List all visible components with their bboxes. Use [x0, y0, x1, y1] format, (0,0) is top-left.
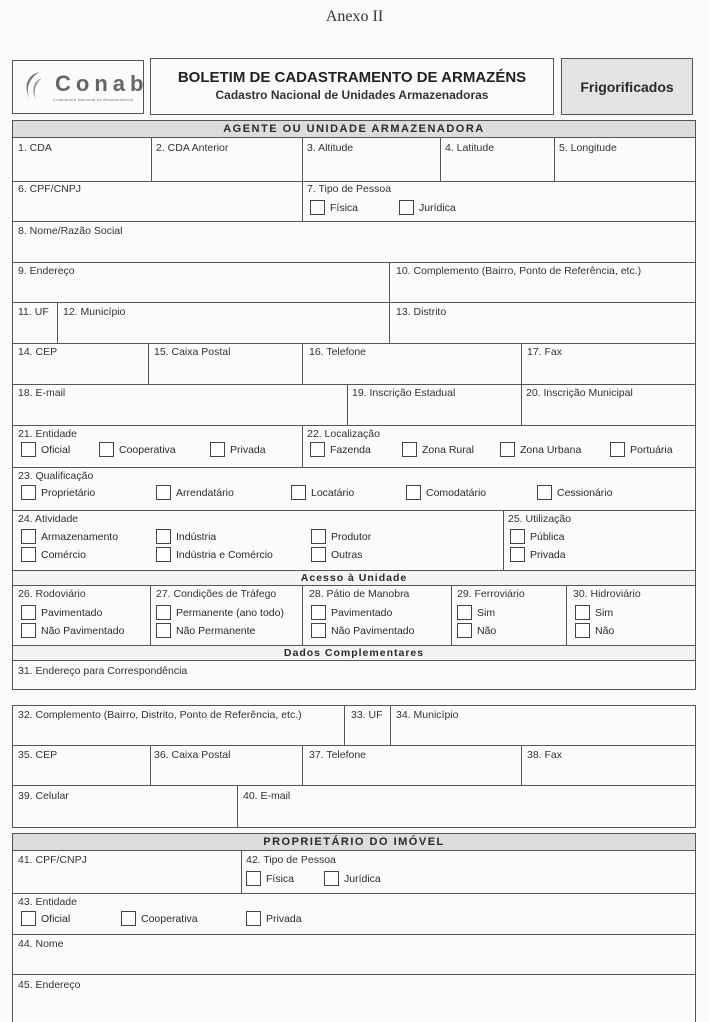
field-label: 4. Latitude	[445, 142, 495, 154]
checkbox-outras[interactable]: Outras	[311, 547, 363, 562]
logo-word: Conab	[55, 71, 149, 96]
field-label: 40. E-mail	[243, 790, 291, 802]
band-dados: Dados Complementares	[13, 645, 695, 661]
checkbox-nao-permanente[interactable]: Não Permanente	[156, 623, 255, 638]
checkbox-owner-oficial[interactable]: Oficial	[21, 911, 70, 926]
section-owner	[12, 833, 696, 1022]
field-label: 13. Distrito	[396, 306, 447, 318]
field-label: 22. Localização	[307, 428, 380, 440]
checkbox-patio-pav[interactable]: Pavimentado	[311, 605, 392, 620]
field-label: 25. Utilização	[508, 513, 572, 525]
checkbox-hidro-nao[interactable]: Não	[575, 623, 614, 638]
field-label: 32. Complemento (Bairro, Distrito, Ponto de Referência, etc.)	[18, 709, 302, 721]
checkbox-ferro-sim[interactable]: Sim	[457, 605, 495, 620]
checkbox-fisica[interactable]: Física	[310, 200, 358, 215]
checkbox-ferro-nao[interactable]: Não	[457, 623, 496, 638]
checkbox-comercio[interactable]: Comércio	[21, 547, 86, 562]
checkbox-juridica[interactable]: Jurídica	[399, 200, 456, 215]
checkbox-cooperativa[interactable]: Cooperativa	[99, 442, 176, 457]
field-label: 27. Condições de Tráfego	[156, 588, 277, 600]
field-label: 30. Hidroviário	[573, 588, 641, 600]
category-box: Frigorificados	[561, 58, 693, 115]
checkbox-zona-rural[interactable]: Zona Rural	[402, 442, 474, 457]
field-label: 6. CPF/CNPJ	[18, 183, 82, 195]
field-label: 31. Endereço para Correspondência	[18, 665, 188, 677]
section-header: AGENTE OU UNIDADE ARMAZENADORA	[13, 121, 695, 138]
checkbox-industria-comercio[interactable]: Indústria e Comércio	[156, 547, 273, 562]
conab-logo-icon	[21, 69, 47, 103]
checkbox-produtor[interactable]: Produtor	[311, 529, 371, 544]
checkbox-publica[interactable]: Pública	[510, 529, 564, 544]
conab-logo	[12, 60, 149, 114]
field-label: 33. UF	[351, 709, 383, 721]
field-label: 29. Ferroviário	[457, 588, 525, 600]
field-label: 36. Caixa Postal	[154, 749, 231, 761]
form-title-box	[150, 58, 554, 115]
field-label: 26. Rodoviário	[18, 588, 86, 600]
logo-subtitle: Companhia Nacional de Abastecimento	[53, 97, 134, 102]
field-label: 44. Nome	[18, 938, 64, 950]
field-label: 43. Entidade	[18, 896, 77, 908]
field-label: 15. Caixa Postal	[154, 346, 231, 358]
checkbox-zona-urbana[interactable]: Zona Urbana	[500, 442, 581, 457]
field-label: 5. Longitude	[559, 142, 617, 154]
checkbox-owner-cooperativa[interactable]: Cooperativa	[121, 911, 198, 926]
checkbox-owner-juridica[interactable]: Jurídica	[324, 871, 381, 886]
field-label: 17. Fax	[527, 346, 563, 358]
checkbox-cessionario[interactable]: Cessionário	[537, 485, 612, 500]
annex-title: Anexo II	[325, 8, 384, 25]
checkbox-patio-nao-pav[interactable]: Não Pavimentado	[311, 623, 414, 638]
checkbox-portuaria[interactable]: Portuária	[610, 442, 673, 457]
checkbox-oficial[interactable]: Oficial	[21, 442, 70, 457]
band-acesso: Acesso à Unidade	[13, 570, 695, 586]
field-label: 34. Município	[396, 709, 459, 721]
section-header: PROPRIETÁRIO DO IMÓVEL	[13, 834, 695, 851]
form-title: BOLETIM DE CADASTRAMENTO DE ARMAZÉNS	[177, 69, 527, 86]
field-label: 16. Telefone	[309, 346, 367, 358]
checkbox-proprietario[interactable]: Proprietário	[21, 485, 95, 500]
section-agent	[12, 120, 696, 690]
field-label: 10. Complemento (Bairro, Ponto de Referência, etc.)	[396, 265, 642, 277]
section-agent-cont	[12, 705, 696, 828]
field-label: 18. E-mail	[18, 387, 66, 399]
field-label: 41. CPF/CNPJ	[18, 854, 87, 866]
field-label: 9. Endereço	[18, 265, 75, 277]
field-label: 2. CDA Anterior	[156, 142, 229, 154]
checkbox-armazenamento[interactable]: Armazenamento	[21, 529, 118, 544]
checkbox-privada[interactable]: Privada	[210, 442, 266, 457]
field-label: 3. Altitude	[307, 142, 354, 154]
checkbox-industria[interactable]: Indústria	[156, 529, 216, 544]
field-label: 42. Tipo de Pessoa	[246, 854, 336, 866]
field-label: 37. Telefone	[309, 749, 367, 761]
field-label: 20. Inscrição Municipal	[526, 387, 633, 399]
field-label: 11. UF	[18, 306, 49, 318]
field-label: 1. CDA	[18, 142, 52, 154]
field-label: 38. Fax	[527, 749, 563, 761]
field-label: 35. CEP	[18, 749, 58, 761]
field-label: 23. Qualificação	[18, 470, 94, 482]
field-label: 19. Inscrição Estadual	[352, 387, 456, 399]
checkbox-rod-pav[interactable]: Pavimentado	[21, 605, 102, 620]
field-label: 45. Endereço	[18, 979, 81, 991]
checkbox-owner-privada[interactable]: Privada	[246, 911, 302, 926]
field-label: 14. CEP	[18, 346, 58, 358]
checkbox-hidro-sim[interactable]: Sim	[575, 605, 613, 620]
field-label: 7. Tipo de Pessoa	[307, 183, 392, 195]
field-label: 39. Celular	[18, 790, 69, 802]
checkbox-utilizacao-privada[interactable]: Privada	[510, 547, 566, 562]
field-label: 28. Pátio de Manobra	[309, 588, 410, 600]
checkbox-owner-fisica[interactable]: Física	[246, 871, 294, 886]
checkbox-locatario[interactable]: Locatário	[291, 485, 354, 500]
field-label: 12. Município	[63, 306, 126, 318]
field-label: 8. Nome/Razão Social	[18, 225, 123, 237]
field-label: 24. Atividade	[18, 513, 79, 525]
checkbox-rod-nao-pav[interactable]: Não Pavimentado	[21, 623, 124, 638]
checkbox-comodatario[interactable]: Comodatário	[406, 485, 486, 500]
field-label: 21. Entidade	[18, 428, 77, 440]
checkbox-fazenda[interactable]: Fazenda	[310, 442, 371, 457]
checkbox-arrendatario[interactable]: Arrendatário	[156, 485, 234, 500]
form-subtitle: Cadastro Nacional de Unidades Armazenadoras	[215, 88, 489, 102]
checkbox-permanente[interactable]: Permanente (ano todo)	[156, 605, 284, 620]
